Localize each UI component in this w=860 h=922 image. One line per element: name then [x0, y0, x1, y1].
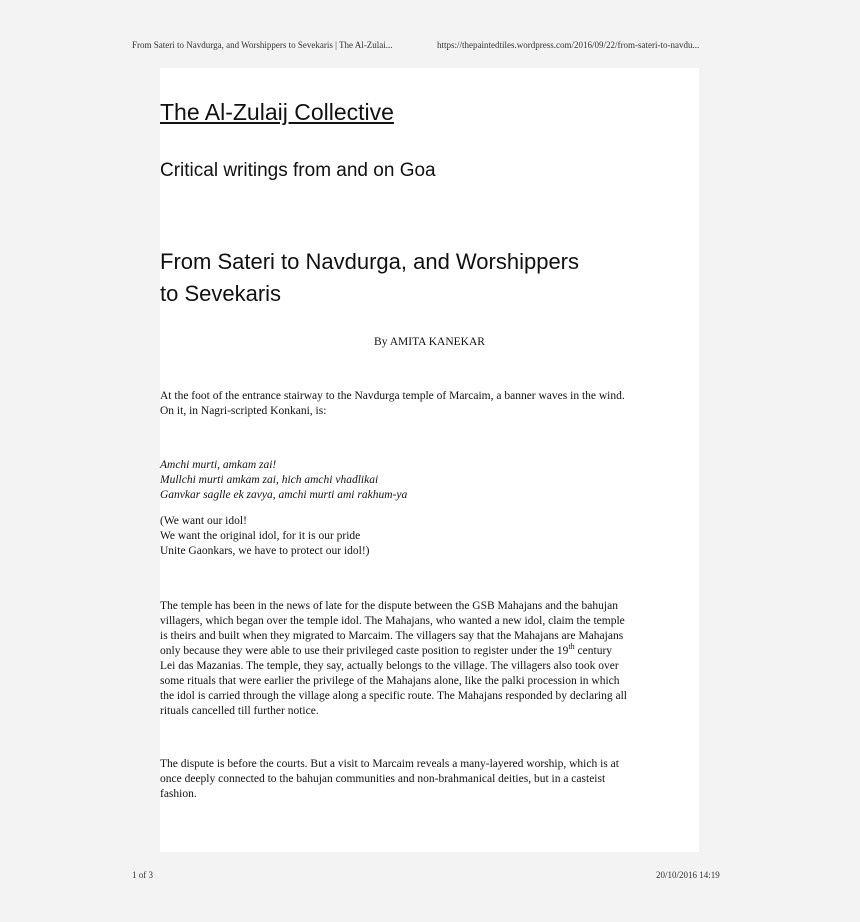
site-title-link[interactable]: The Al-Zulaij Collective — [160, 99, 394, 125]
paragraph-line: Lei das Mazanias. The temple, they say, actually belongs to the village. The villagers also took over — [160, 660, 619, 672]
translation-line: (We want our idol! — [160, 515, 247, 527]
translation-line: We want the original idol, for it is our pride — [160, 530, 361, 542]
paragraph-line: The dispute is before the courts. But a visit to Marcaim reveals a many-layered worship, which is at — [160, 758, 619, 770]
paragraph-line: At the foot of the entrance stairway to the Navdurga temple of Marcaim, a banner waves in the wind. — [160, 390, 625, 402]
print-header-url: https://thepaintedtiles.wordpress.com/2016/09/22/from-sateri-to-navdu... — [437, 40, 700, 50]
post-title-line: to Sevekaris — [160, 281, 282, 306]
ordinal-suffix: th — [568, 642, 575, 652]
print-header-title: From Sateri to Navdurga, and Worshippers to Sevekaris | The Al-Zulai... — [132, 40, 393, 50]
paragraph-line: The temple has been in the news of late for the dispute between the GSB Mahajans and the bahujan — [160, 600, 618, 612]
paragraph-line — [160, 644, 699, 659]
intro-paragraph — [160, 389, 699, 419]
line-text: century — [574, 645, 613, 657]
paragraph-line: villagers, which began over the temple idol. The Mahajans, who wanted a new idol, claim the temple — [160, 615, 625, 627]
dispute-paragraph — [160, 599, 699, 719]
post-title-line: From Sateri to Navdurga, and Worshippers — [160, 249, 579, 274]
document-page — [160, 68, 699, 852]
paragraph-line: once deeply connected to the bahujan communities and non-brahmanical deities, but in a casteist — [160, 773, 606, 785]
paragraph-line: On it, in Nagri-scripted Konkani, is: — [160, 405, 327, 417]
paragraph-line: fashion. — [160, 788, 197, 800]
paragraph-line: some rituals that were earlier the privilege of the Mahajans alone, like the palki procession in which — [160, 675, 620, 687]
verse-translation — [160, 514, 699, 559]
site-tagline: Critical writings from and on Goa — [160, 160, 436, 181]
print-datetime: 20/10/2016 14:19 — [656, 870, 720, 880]
banner-verse — [160, 458, 699, 503]
paragraph-line: rituals cancelled till further notice. — [160, 705, 319, 717]
verse-line: Amchi murti, amkam zai! — [160, 459, 277, 471]
page-count: 1 of 3 — [132, 870, 153, 880]
paragraph-line: is theirs and built when they migrated to Marcaim. The villagers say that the Mahajans are Mahajans — [160, 630, 624, 642]
paragraph-line: the idol is carried through the village along a specific route. The Mahajans responded by declaring all — [160, 690, 627, 702]
post-title — [160, 246, 680, 310]
verse-line: Ganvkar saglle ek zavya, amchi murti ami rakhum-ya — [160, 489, 408, 501]
courts-paragraph — [160, 757, 699, 802]
translation-line: Unite Gaonkars, we have to protect our idol!) — [160, 545, 370, 557]
post-byline: By AMITA KANEKAR — [374, 336, 485, 348]
verse-line: Mullchi murti amkam zai, hich amchi vhadlikai — [160, 474, 379, 486]
line-text: only because they were able to use their privileged caste position to register under the 19 — [160, 645, 569, 657]
